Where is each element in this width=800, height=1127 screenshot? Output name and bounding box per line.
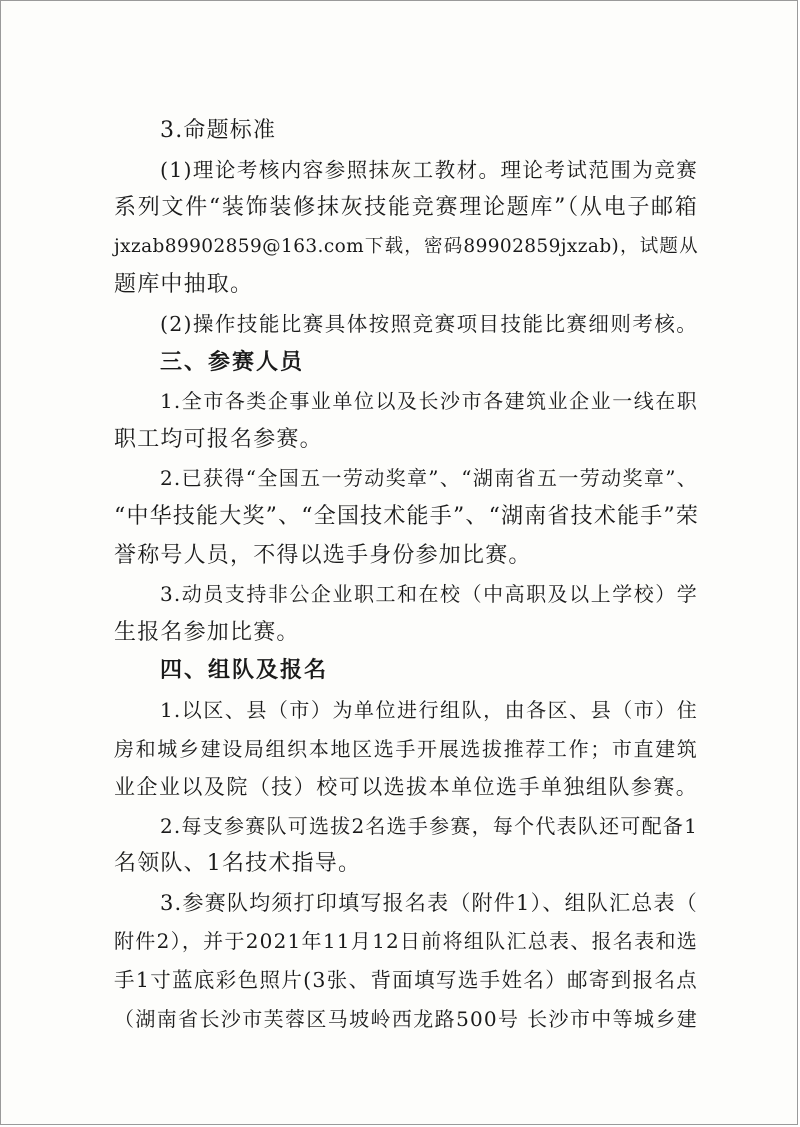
paragraph-line: 2.每支参赛队可选拔2名选手参赛，每个代表队还可配备1 [160,813,698,838]
paragraph-line: (1)理论考核内容参照抹灰工教材。理论考试范围为竞赛 [160,157,698,182]
paragraph-line: 附件2），并于2021年11月12日前将组队汇总表、报名表和选 [114,929,698,954]
paragraph-line: （湖南省长沙市芙蓉区马坡岭西龙路500号 长沙市中等城乡建 [114,1006,698,1031]
section-heading-participants: 三、参赛人员 [160,349,305,375]
paragraph-line: 名领队、1名技术指导。 [114,851,362,877]
paragraph-line: 职工均可报名参赛。 [114,426,323,452]
paragraph-line: 题库中抽取。 [114,272,254,298]
section-heading-team-registration: 四、组队及报名 [160,658,329,684]
paragraph-line: 誉称号人员，不得以选手身份参加比赛。 [114,542,532,568]
paragraph-line: 3.参赛队均须打印填写报名表（附件1）、组队汇总表（ [160,890,698,915]
paragraph-line: 房和城乡建设局组织本地区选手开展选拔推荐工作；市直建筑 [114,736,698,761]
document-body [114,117,698,1043]
paragraph-line: “中华技能大奖”、“全国技术能手”、“湖南省技术能手”荣 [114,503,700,529]
paragraph-line: 系列文件“装饰装修抹灰技能竞赛理论题库”（从电子邮箱 [114,195,698,221]
paragraph-line: 1.以区、县（市）为单位进行组队，由各区、县（市）住 [160,697,698,722]
paragraph-line: (2)操作技能比赛具体按照竞赛项目技能比赛细则考核。 [160,311,698,336]
paragraph-line-email: jxzab89902859@163.com下载，密码89902859jxzab)，试题从 [114,235,698,257]
subheading-proposition-standard: 3.命题标准 [160,118,277,143]
paragraph-line: 业企业以及院（技）校可以选拔本单位选手单独组队参赛。 [114,775,698,800]
paragraph-line: 手1寸蓝底彩色照片(3张、背面填写选手姓名）邮寄到报名点 [114,968,698,993]
paragraph-line: 3.动员支持非公企业职工和在校（中高职及以上学校）学 [160,582,698,607]
paragraph-line: 生报名参加比赛。 [114,619,300,645]
paragraph-line: 2.已获得“全国五一劳动奖章”、“湖南省五一劳动奖章”、 [160,466,698,491]
paragraph-line: 1.全市各类企事业单位以及长沙市各建筑业企业一线在职 [160,389,698,414]
